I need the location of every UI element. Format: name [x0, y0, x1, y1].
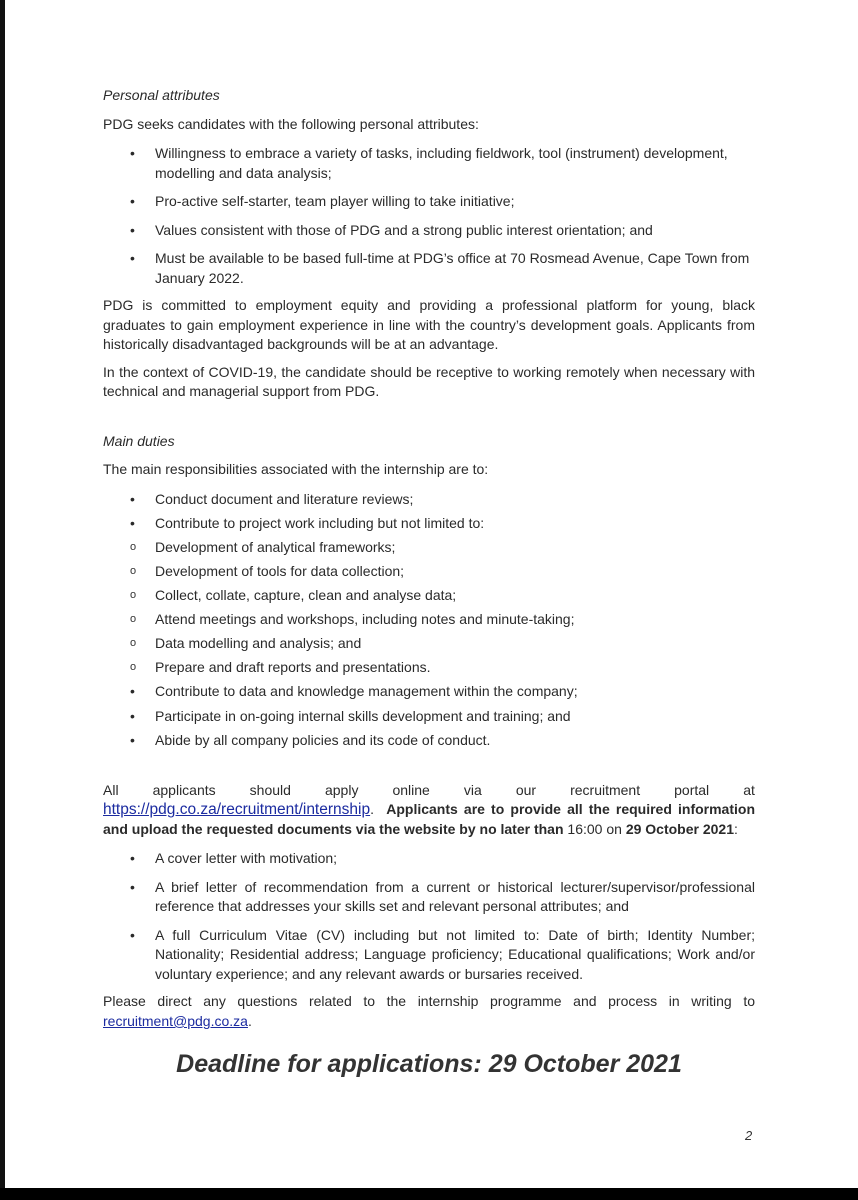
bullet-icon: • [130, 250, 135, 266]
list-item-text: Conduct document and literature reviews; [155, 490, 414, 507]
list-item [103, 144, 755, 183]
bullet-icon: • [130, 683, 135, 700]
sub-list-item [103, 538, 755, 558]
list-item [103, 192, 755, 212]
apply-word: applicants [152, 781, 216, 798]
bullet-icon: • [130, 145, 135, 161]
list-item [103, 878, 755, 917]
bullet-icon: • [130, 515, 135, 531]
list-item [103, 514, 755, 677]
list-item [103, 849, 755, 869]
apply-word: via [463, 781, 482, 798]
circle-bullet-icon: o [130, 612, 137, 625]
list-item-text: Values consistent with those of PDG and a strong public interest orientation; and [155, 221, 653, 238]
apply-word: recruitment [570, 781, 641, 798]
list-item [103, 707, 755, 727]
sub-list-item [103, 586, 755, 606]
apply-word: portal [674, 781, 710, 798]
list-item-text: A cover letter with motivation; [155, 850, 338, 867]
apply-word: at [743, 781, 755, 798]
list-item-text: A brief letter of recommendation from a current or historical lecturer/supervisor/professional reference that addresses your skills set and relevant personal attributes; and [155, 878, 755, 915]
questions-paragraph [103, 992, 755, 1031]
sub-list-item-text: Collect, collate, capture, clean and analyse data; [155, 586, 457, 603]
list-item [103, 926, 755, 985]
email-period: . [247, 1012, 252, 1029]
sub-list-item [103, 634, 755, 654]
bullet-icon: • [130, 926, 135, 943]
list-item-text: A full Curriculum Vitae (CV) including but not limited to: Date of birth; Identity Number; Nationality; Residential address; Language proficiency; Educational qualifications; Work and/or voluntary experience; and any relevant awards or bursaries received. [155, 926, 755, 982]
equity-paragraph: PDG is committed to employment equity and providing a professional platform for young, black graduates to gain employment experience in line with the country’s development goals. Applicants from historically disadvantaged backgrounds will be at an advantage. [103, 297, 755, 352]
apply-word: All [103, 781, 119, 798]
personal-attributes-intro: PDG seeks candidates with the following personal attributes: [103, 115, 479, 132]
circle-bullet-icon: o [130, 564, 137, 577]
sub-list-item-text: Development of analytical frameworks; [155, 538, 396, 555]
apply-requirements-bold: Applicants are to provide all the required information and upload the requested documents via the website by no later than [103, 801, 756, 837]
sub-list-item-text: Development of tools for data collection; [155, 562, 405, 579]
list-item [103, 221, 755, 241]
colon: : [733, 820, 738, 837]
covid-paragraph: In the context of COVID-19, the candidate should be receptive to working remotely when necessary with technical and managerial support from PDG. [103, 363, 755, 399]
required-documents-list [103, 849, 755, 984]
bullet-icon: • [130, 221, 135, 238]
bullet-icon: • [130, 850, 135, 867]
list-item-text: Participate in on-going internal skills development and training; and [155, 707, 571, 724]
main-duties-heading: Main duties [103, 432, 175, 449]
screen-bottom-bar [0, 1188, 858, 1200]
link-period: . [370, 801, 374, 818]
page-number: 2 [745, 1128, 753, 1143]
project-work-sublist [103, 538, 755, 678]
deadline-date-bold: 29 October 2021 [625, 820, 734, 837]
circle-bullet-icon: o [130, 588, 137, 601]
list-item [103, 490, 755, 510]
personal-attributes-list [103, 144, 755, 288]
apply-word: apply [324, 781, 359, 798]
circle-bullet-icon: o [130, 660, 137, 673]
main-duties-intro: The main responsibilities associated with the internship are to: [103, 461, 489, 477]
recruitment-email-link[interactable]: recruitment@pdg.co.za [103, 1012, 248, 1029]
circle-bullet-icon: o [130, 540, 137, 553]
list-item-text: Contribute to project work including but not limited to: [155, 515, 485, 531]
circle-bullet-icon: o [130, 636, 137, 649]
bullet-icon: • [130, 490, 135, 507]
list-item [103, 731, 755, 751]
sub-list-item-text: Data modelling and analysis; and [155, 634, 362, 651]
bullet-icon: • [130, 707, 135, 724]
questions-text: Please direct any questions related to the internship programme and process in writing to [103, 993, 755, 1010]
apply-word: should [249, 781, 291, 798]
recruitment-portal-link[interactable]: https://pdg.co.za/recruitment/internship [103, 801, 371, 819]
sub-list-item [103, 610, 755, 630]
bullet-icon: • [130, 193, 135, 209]
deadline-banner: Deadline for applications: 29 October 2021 [176, 1050, 682, 1078]
apply-instruction-line [103, 781, 755, 801]
deadline-time: 16:00 on [567, 820, 622, 837]
sub-list-item [103, 658, 755, 678]
sub-list-item [103, 562, 755, 582]
list-item-text: Must be available to be based full-time at PDG’s office at 70 Rosmead Avenue, Cape Town from January 2022. [155, 250, 750, 286]
list-item-text: Abide by all company policies and its code of conduct. [155, 732, 491, 749]
apply-word: online [392, 781, 430, 798]
page-left-edge [0, 0, 5, 1200]
apply-word: our [515, 781, 537, 798]
sub-list-item-text: Attend meetings and workshops, including notes and minute-taking; [155, 610, 575, 627]
list-item [103, 682, 755, 702]
list-item [103, 249, 755, 288]
personal-attributes-heading: Personal attributes [103, 87, 220, 103]
bullet-icon: • [130, 732, 135, 749]
apply-paragraph [103, 800, 755, 839]
list-item-text: Pro-active self-starter, team player willing to take initiative; [155, 193, 515, 209]
bullet-icon: • [130, 878, 135, 895]
page-content [103, 86, 755, 1031]
list-item-text: Contribute to data and knowledge management within the company; [155, 683, 578, 700]
sub-list-item-text: Prepare and draft reports and presentations. [155, 658, 431, 675]
list-item-text: Willingness to embrace a variety of tasks, including fieldwork, tool (instrument) development, modelling and data analysis; [155, 145, 728, 181]
main-duties-list [103, 490, 755, 751]
